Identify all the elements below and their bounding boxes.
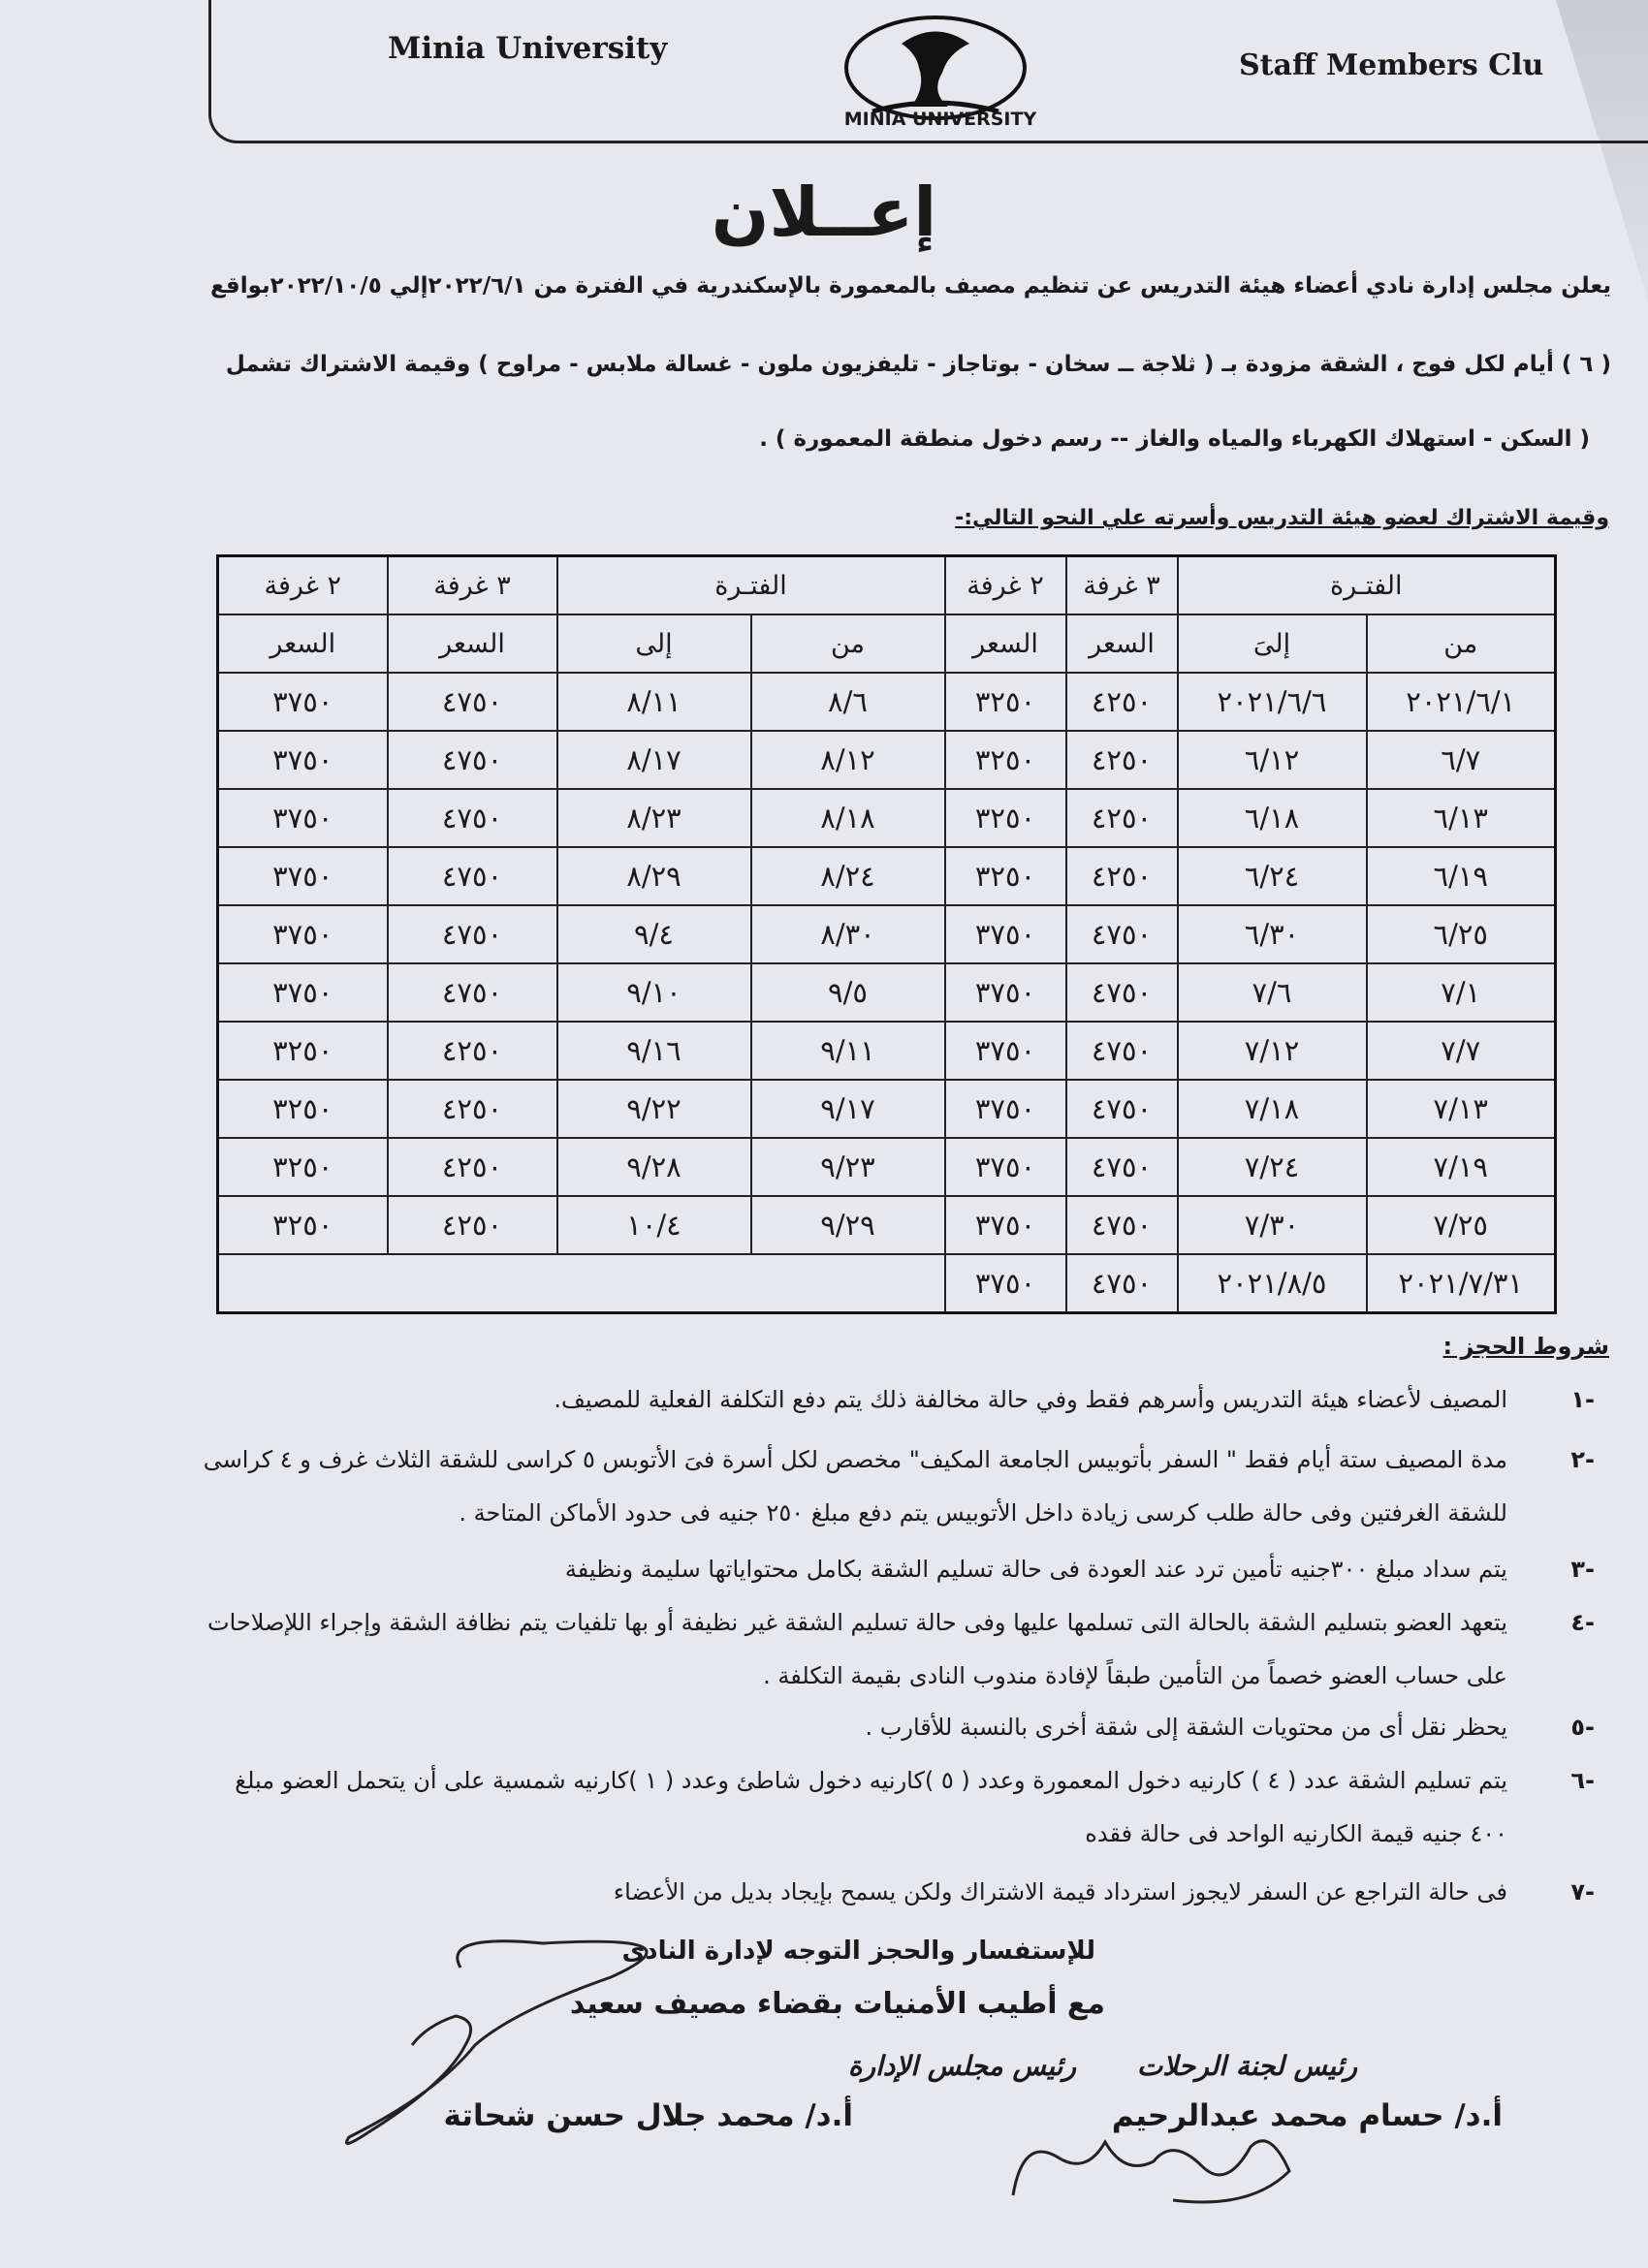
price-2rooms-cell: ٣٧٥٠ xyxy=(218,905,388,963)
price-3rooms-cell: ٤٧٥٠ xyxy=(1066,905,1178,963)
table-row xyxy=(218,1022,1556,1080)
price-3rooms-cell: ٤٧٥٠ xyxy=(1066,1080,1178,1138)
price-3rooms-cell: ٤٢٥٠ xyxy=(388,1196,557,1254)
period-to-cell: ٩/١٦ xyxy=(557,1022,751,1080)
price-3rooms-cell: ٤٧٥٠ xyxy=(1066,963,1178,1022)
price-3rooms-cell: ٤٢٥٠ xyxy=(1066,789,1178,847)
price-3rooms-cell: ٤٢٥٠ xyxy=(388,1080,557,1138)
period-from-cell: ٦/١٩ xyxy=(1367,847,1556,905)
period-from-cell: ٧/١٣ xyxy=(1367,1080,1556,1138)
period-to-cell: ٧/١٢ xyxy=(1178,1022,1367,1080)
table-row xyxy=(218,1196,1556,1254)
rooms2-header-right: ٢ غرفة xyxy=(945,556,1066,615)
price-3rooms-cell: ٤٧٥٠ xyxy=(388,905,557,963)
table-caption: وقيمة الاشتراك لعضو هيئة التدريس وأسرته علي النحو التالي:- xyxy=(955,506,1609,530)
price-2rooms-cell: ٣٧٥٠ xyxy=(945,1254,1066,1313)
period-to-cell: ٩/٤ xyxy=(557,905,751,963)
period-to-cell: ٦/٣٠ xyxy=(1178,905,1367,963)
price-2rooms-cell: ٣٢٥٠ xyxy=(945,789,1066,847)
table-row xyxy=(218,673,1556,731)
condition-text: ٤٠٠ جنيه قيمة الكارنيه الواحد فى حالة فقده xyxy=(1085,1820,1507,1847)
period-to-cell: ٩/٢٨ xyxy=(557,1138,751,1196)
price-3rooms-cell: ٤٧٥٠ xyxy=(1066,1138,1178,1196)
table-row xyxy=(218,1254,1556,1313)
condition-number: -٥ xyxy=(1570,1714,1595,1741)
period-from-cell: ٨/١٨ xyxy=(751,789,945,847)
period-to-cell: ٧/٣٠ xyxy=(1178,1196,1367,1254)
period-from-cell: ٧/١٩ xyxy=(1367,1138,1556,1196)
condition-text: يحظر نقل أى من محتويات الشقة إلى شقة أخرى بالنسبة للأقارب . xyxy=(865,1714,1507,1741)
price-2rooms-cell: ٣٢٥٠ xyxy=(945,731,1066,789)
intro-line-1: يعلن مجلس إدارة نادي أعضاء هيئة التدريس عن تنظيم مصيف بالمعمورة بالإسكندرية في الفترة من ٢٠٢٢/٦/١إلي ٢٠٢٢/١٠/٥بواقع xyxy=(209,273,1611,299)
price-3rooms-cell: ٤٧٥٠ xyxy=(1066,1254,1178,1313)
right-signatory-title: رئيس لجنة الرحلات xyxy=(1136,2050,1357,2082)
period-to-cell: ٦/٢٤ xyxy=(1178,847,1367,905)
period-from-cell: ٩/٥ xyxy=(751,963,945,1022)
price-2rooms-cell: ٣٧٥٠ xyxy=(218,963,388,1022)
empty-cell xyxy=(218,1254,945,1313)
rooms3-header-right: ٣ غرفة xyxy=(1066,556,1178,615)
price-3rooms-cell: ٤٢٥٠ xyxy=(1066,731,1178,789)
period-from-cell: ٧/٢٥ xyxy=(1367,1196,1556,1254)
price-2rooms-cell: ٣٧٥٠ xyxy=(945,1196,1066,1254)
from-header-left: من xyxy=(751,614,945,673)
inquiry-text: للإستفسار والحجز التوجه لإدارة النادى xyxy=(621,1937,1095,1966)
price-2rooms-cell: ٣٢٥٠ xyxy=(218,1080,388,1138)
price-2rooms-cell: ٣٧٥٠ xyxy=(218,847,388,905)
condition-text: يتم تسليم الشقة عدد ( ٤ ) كارنيه دخول المعمورة وعدد ( ٥ )كارنيه دخول شاطئ وعدد ( ١ )كارنيه شمسية على أن يتحمل العضو مبلغ xyxy=(235,1767,1507,1794)
period-to-cell: ٦/١٢ xyxy=(1178,731,1367,789)
table-row xyxy=(218,847,1556,905)
price-3rooms-cell: ٤٧٥٠ xyxy=(1066,1022,1178,1080)
period-from-cell: ٦/٢٥ xyxy=(1367,905,1556,963)
table-row xyxy=(218,731,1556,789)
period-from-cell: ٩/٢٣ xyxy=(751,1138,945,1196)
intro-line-2: ( ٦ ) أيام لكل فوج ، الشقة مزودة بـ ( ثلاجة ــ سخان - بوتاجاز - تليفزيون ملون - غسالة ملابس - مراوح ) وقيمة الاشتراك تشمل xyxy=(225,352,1611,377)
price-header: السعر xyxy=(1066,614,1178,673)
to-header-left: إلى xyxy=(557,614,751,673)
period-to-cell: ٧/٢٤ xyxy=(1178,1138,1367,1196)
price-3rooms-cell: ٤٧٥٠ xyxy=(388,673,557,731)
period-from-cell: ٩/١١ xyxy=(751,1022,945,1080)
price-2rooms-cell: ٣٢٥٠ xyxy=(218,1196,388,1254)
to-header-right: إلىَ xyxy=(1178,614,1367,673)
period-to-cell: ٢٠٢١/٦/٦ xyxy=(1178,673,1367,731)
condition-number: -١ xyxy=(1570,1386,1595,1413)
condition-text: فى حالة التراجع عن السفر لايجوز استرداد قيمة الاشتراك ولكن يسمح بإيجاد بديل من الأعضاء xyxy=(613,1878,1507,1906)
price-2rooms-cell: ٣٧٥٠ xyxy=(945,905,1066,963)
signature-left-icon xyxy=(320,1929,727,2161)
left-signatory-name: أ.د/ محمد جلال حسن شحاتة xyxy=(443,2098,853,2133)
period-to-cell: ٧/١٨ xyxy=(1178,1080,1367,1138)
condition-number: -٣ xyxy=(1570,1556,1595,1583)
price-3rooms-cell: ٤٧٥٠ xyxy=(388,963,557,1022)
condition-number: -٧ xyxy=(1570,1878,1595,1906)
price-2rooms-cell: ٣٧٥٠ xyxy=(218,673,388,731)
price-2rooms-cell: ٣٧٥٠ xyxy=(945,1138,1066,1196)
period-to-cell: ٨/١١ xyxy=(557,673,751,731)
price-3rooms-cell: ٤٧٥٠ xyxy=(388,731,557,789)
table-row xyxy=(218,1138,1556,1196)
period-from-cell: ٦/٧ xyxy=(1367,731,1556,789)
table-row xyxy=(218,963,1556,1022)
right-signatory-name: أ.د/ حسام محمد عبدالرحيم xyxy=(1111,2098,1503,2133)
price-3rooms-cell: ٤٧٥٠ xyxy=(1066,1196,1178,1254)
period-to-cell: ٨/١٧ xyxy=(557,731,751,789)
period-to-cell: ١٠/٤ xyxy=(557,1196,751,1254)
table-row xyxy=(218,789,1556,847)
price-table xyxy=(216,554,1557,1314)
period-from-cell: ٦/١٣ xyxy=(1367,789,1556,847)
condition-text: على حساب العضو خصماً من التأمين طبقاً لإفادة مندوب النادى بقيمة التكلفة . xyxy=(763,1662,1507,1689)
price-2rooms-cell: ٣٢٥٠ xyxy=(945,673,1066,731)
period-to-cell: ٨/٢٩ xyxy=(557,847,751,905)
period-to-cell: ٨/٢٣ xyxy=(557,789,751,847)
price-3rooms-cell: ٤٢٥٠ xyxy=(1066,847,1178,905)
university-name: Minia University xyxy=(388,31,668,66)
price-header: السعر xyxy=(218,614,388,673)
period-to-cell: ٩/١٠ xyxy=(557,963,751,1022)
period-from-cell: ٨/٣٠ xyxy=(751,905,945,963)
price-header: السعر xyxy=(388,614,557,673)
price-3rooms-cell: ٤٢٥٠ xyxy=(388,1022,557,1080)
condition-text: يتعهد العضو بتسليم الشقة بالحالة التى تسلمها عليها وفى حالة تسليم الشقة غير نظيفة أو بها تلفيات يتم نظافة الشقة وإجراء اللإصلاحات xyxy=(207,1609,1507,1636)
conditions-title: شروط الحجز : xyxy=(1442,1333,1609,1360)
price-2rooms-cell: ٣٢٥٠ xyxy=(218,1138,388,1196)
price-2rooms-cell: ٣٢٥٠ xyxy=(218,1022,388,1080)
condition-text: المصيف لأعضاء هيئة التدريس وأسرهم فقط وفي حالة مخالفة ذلك يتم دفع التكلفة الفعلية للمصيف. xyxy=(554,1386,1507,1413)
price-2rooms-cell: ٣٢٥٠ xyxy=(945,847,1066,905)
price-2rooms-cell: ٣٧٥٠ xyxy=(945,1022,1066,1080)
from-header-right: من xyxy=(1367,614,1556,673)
condition-text: مدة المصيف ستة أيام فقط " السفر بأتوبيس الجامعة المكيف" مخصص لكل أسرة فىَ الأتوبس ٥ كراسى للشقة الثلاث غرف و ٤ كراسى xyxy=(203,1446,1507,1473)
period-to-cell: ٢٠٢١/٨/٥ xyxy=(1178,1254,1367,1313)
price-2rooms-cell: ٣٧٥٠ xyxy=(945,963,1066,1022)
price-2rooms-cell: ٣٧٥٠ xyxy=(945,1080,1066,1138)
price-3rooms-cell: ٤٢٥٠ xyxy=(1066,673,1178,731)
table-row xyxy=(218,1080,1556,1138)
period-from-cell: ٩/١٧ xyxy=(751,1080,945,1138)
condition-number: -٦ xyxy=(1570,1767,1595,1794)
page-title: إعــلان xyxy=(711,173,937,252)
signature-right-icon xyxy=(998,2118,1318,2224)
period-to-cell: ٩/٢٢ xyxy=(557,1080,751,1138)
condition-number: -٢ xyxy=(1570,1446,1595,1473)
period-from-cell: ٨/٢٤ xyxy=(751,847,945,905)
rooms3-header-left: ٣ غرفة xyxy=(388,556,557,615)
wishes-text: مع أطيب الأمنيات بقضاء مصيف سعيد xyxy=(569,1987,1105,2021)
condition-text: يتم سداد مبلغ ٣٠٠جنيه تأمين ترد عند العودة فى حالة تسليم الشقة بكامل محتواياتها سليمة ونظيفة xyxy=(564,1556,1507,1583)
rooms2-header-left: ٢ غرفة xyxy=(218,556,388,615)
intro-line-3: ( السكن - استهلاك الكهرباء والمياه والغاز -- رسم دخول منطقة المعمورة ) . xyxy=(759,426,1590,452)
price-header: السعر xyxy=(945,614,1066,673)
price-3rooms-cell: ٤٢٥٠ xyxy=(388,1138,557,1196)
period-from-cell: ٧/١ xyxy=(1367,963,1556,1022)
condition-text: للشقة الغرفتين وفى حالة طلب كرسى زيادة داخل الأتوبيس يتم دفع مبلغ ٢٥٠ جنيه فى حدود الأماكن المتاحة . xyxy=(459,1499,1507,1527)
period-from-cell: ٧/٧ xyxy=(1367,1022,1556,1080)
price-2rooms-cell: ٣٧٥٠ xyxy=(218,789,388,847)
period-header-left: الفتـرة xyxy=(557,556,945,615)
club-name: Staff Members Clu xyxy=(1239,48,1544,82)
period-from-cell: ٨/٦ xyxy=(751,673,945,731)
period-from-cell: ٩/٢٩ xyxy=(751,1196,945,1254)
condition-number: -٤ xyxy=(1570,1609,1595,1636)
period-from-cell: ٢٠٢١/٧/٣١ xyxy=(1367,1254,1556,1313)
price-2rooms-cell: ٣٧٥٠ xyxy=(218,731,388,789)
logo-caption: MINIA UNIVERSITY xyxy=(843,109,1037,130)
period-from-cell: ٨/١٢ xyxy=(751,731,945,789)
period-to-cell: ٧/٦ xyxy=(1178,963,1367,1022)
period-to-cell: ٦/١٨ xyxy=(1178,789,1367,847)
table-row xyxy=(218,905,1556,963)
left-signatory-title: رئيس مجلس الإدارة xyxy=(847,2050,1076,2082)
period-header-right: الفتـرة xyxy=(1178,556,1556,615)
price-3rooms-cell: ٤٧٥٠ xyxy=(388,789,557,847)
price-3rooms-cell: ٤٧٥٠ xyxy=(388,847,557,905)
period-from-cell: ٢٠٢١/٦/١ xyxy=(1367,673,1556,731)
